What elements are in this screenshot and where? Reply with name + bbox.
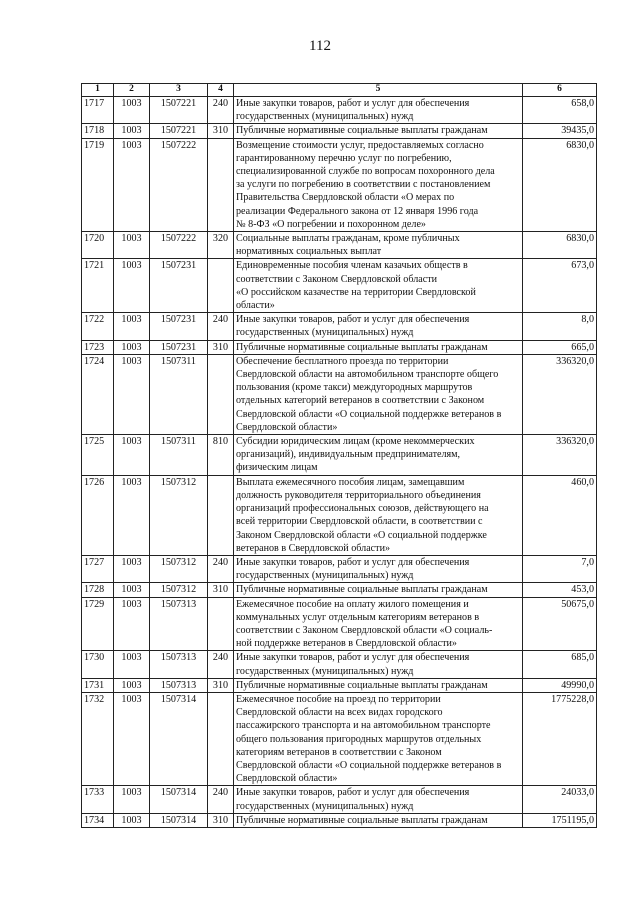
expense-type-cell xyxy=(208,354,234,434)
expense-type-cell: 240 xyxy=(208,97,234,124)
target-article-cell: 1507311 xyxy=(150,354,208,434)
table-row xyxy=(82,678,597,692)
amount-cell: 658,0 xyxy=(523,97,597,124)
section-code-cell: 1003 xyxy=(114,813,150,827)
table-header-row xyxy=(82,84,597,97)
expense-type-cell: 240 xyxy=(208,651,234,678)
target-article-cell: 1507313 xyxy=(150,651,208,678)
section-code-cell: 1003 xyxy=(114,597,150,651)
section-code-cell: 1003 xyxy=(114,678,150,692)
row-number-cell: 1733 xyxy=(82,786,114,813)
section-code-cell: 1003 xyxy=(114,583,150,597)
target-article-cell: 1507231 xyxy=(150,259,208,313)
amount-cell: 1775228,0 xyxy=(523,692,597,785)
expense-type-cell: 810 xyxy=(208,435,234,476)
description-cell: Социальные выплаты гражданам, кроме публичных нормативных социальных выплат xyxy=(234,232,523,259)
amount-cell: 336320,0 xyxy=(523,435,597,476)
column-header: 1 xyxy=(82,84,114,97)
amount-cell: 49990,0 xyxy=(523,678,597,692)
description-cell: Иные закупки товаров, работ и услуг для обеспечения государственных (муниципальных) нужд xyxy=(234,786,523,813)
table-row xyxy=(82,138,597,231)
row-number-cell: 1718 xyxy=(82,124,114,138)
column-header: 3 xyxy=(150,84,208,97)
row-number-cell: 1724 xyxy=(82,354,114,434)
expense-type-cell: 240 xyxy=(208,555,234,582)
amount-cell: 336320,0 xyxy=(523,354,597,434)
section-code-cell: 1003 xyxy=(114,232,150,259)
page-number: 112 xyxy=(309,38,331,54)
expense-type-cell xyxy=(208,475,234,555)
amount-cell: 7,0 xyxy=(523,555,597,582)
section-code-cell: 1003 xyxy=(114,259,150,313)
amount-cell: 24033,0 xyxy=(523,786,597,813)
section-code-cell: 1003 xyxy=(114,692,150,785)
description-cell: Возмещение стоимости услуг, предоставляемых согласно гарантированному перечню услуг по погребению, специализированной службе по вопросам похоронного дела за услуги по погребению в соответствии с постановлением Правительства Свердловской области «О мерах по реализации Федерального закона от 12 января 1996 года № 8-ФЗ «О погребении и похоронном деле» xyxy=(234,138,523,231)
table-row xyxy=(82,97,597,124)
expense-type-cell: 320 xyxy=(208,232,234,259)
table-row xyxy=(82,692,597,785)
row-number-cell: 1727 xyxy=(82,555,114,582)
table-row xyxy=(82,340,597,354)
table-row xyxy=(82,259,597,313)
target-article-cell: 1507314 xyxy=(150,786,208,813)
target-article-cell: 1507314 xyxy=(150,813,208,827)
row-number-cell: 1726 xyxy=(82,475,114,555)
section-code-cell: 1003 xyxy=(114,435,150,476)
section-code-cell: 1003 xyxy=(114,786,150,813)
description-cell: Публичные нормативные социальные выплаты гражданам xyxy=(234,124,523,138)
target-article-cell: 1507222 xyxy=(150,138,208,231)
amount-cell: 50675,0 xyxy=(523,597,597,651)
table-row xyxy=(82,597,597,651)
row-number-cell: 1732 xyxy=(82,692,114,785)
row-number-cell: 1721 xyxy=(82,259,114,313)
description-cell: Иные закупки товаров, работ и услуг для обеспечения государственных (муниципальных) нужд xyxy=(234,651,523,678)
amount-cell: 6830,0 xyxy=(523,138,597,231)
column-header: 5 xyxy=(234,84,523,97)
table-row xyxy=(82,651,597,678)
table-row xyxy=(82,555,597,582)
row-number-cell: 1728 xyxy=(82,583,114,597)
target-article-cell: 1507231 xyxy=(150,340,208,354)
section-code-cell: 1003 xyxy=(114,475,150,555)
description-cell: Обеспечение бесплатного проезда по территории Свердловской области на автомобильном транспорте общего пользования (кроме такси) междугородных маршрутов отдельных категорий ветеранов в соответствии с Законом Свердловской области «О социальной поддержке ветеранов в Свердловской области» xyxy=(234,354,523,434)
section-code-cell: 1003 xyxy=(114,313,150,340)
description-cell: Единовременные пособия членам казачьих обществ в соответствии с Законом Свердловской области «О российском казачестве на территории Свердловской области» xyxy=(234,259,523,313)
description-cell: Ежемесячное пособие на проезд по территории Свердловской области на всех видах городского пассажирского транспорта и на автомобильном транспорте общего пользования пригородных маршрутов отдельных категориям ветеранов в соответствии с Законом Свердловской области «О социальной поддержке ветеранов в Свердловской области» xyxy=(234,692,523,785)
amount-cell: 665,0 xyxy=(523,340,597,354)
section-code-cell: 1003 xyxy=(114,138,150,231)
expense-type-cell: 310 xyxy=(208,678,234,692)
expense-type-cell: 310 xyxy=(208,583,234,597)
section-code-cell: 1003 xyxy=(114,651,150,678)
table-row xyxy=(82,475,597,555)
amount-cell: 673,0 xyxy=(523,259,597,313)
table-row xyxy=(82,435,597,476)
row-number-cell: 1723 xyxy=(82,340,114,354)
table-row xyxy=(82,813,597,827)
row-number-cell: 1730 xyxy=(82,651,114,678)
row-number-cell: 1725 xyxy=(82,435,114,476)
table-row xyxy=(82,124,597,138)
expense-type-cell xyxy=(208,597,234,651)
expense-type-cell xyxy=(208,138,234,231)
section-code-cell: 1003 xyxy=(114,555,150,582)
target-article-cell: 1507312 xyxy=(150,555,208,582)
amount-cell: 453,0 xyxy=(523,583,597,597)
expense-type-cell xyxy=(208,692,234,785)
description-cell: Иные закупки товаров, работ и услуг для обеспечения государственных (муниципальных) нужд xyxy=(234,313,523,340)
description-cell: Иные закупки товаров, работ и услуг для обеспечения государственных (муниципальных) нужд xyxy=(234,555,523,582)
amount-cell: 39435,0 xyxy=(523,124,597,138)
row-number-cell: 1731 xyxy=(82,678,114,692)
section-code-cell: 1003 xyxy=(114,124,150,138)
column-header: 4 xyxy=(208,84,234,97)
description-cell: Публичные нормативные социальные выплаты гражданам xyxy=(234,813,523,827)
description-cell: Выплата ежемесячного пособия лицам, замещавшим должность руководителя территориального объединения организаций профессиональных союзов, действующего на всей территории Свердловской области, в соответствии с Законом Свердловской области «О социальной поддержке ветеранов в Свердловской области» xyxy=(234,475,523,555)
target-article-cell: 1507313 xyxy=(150,678,208,692)
row-number-cell: 1720 xyxy=(82,232,114,259)
table-row xyxy=(82,232,597,259)
column-header: 6 xyxy=(523,84,597,97)
row-number-cell: 1729 xyxy=(82,597,114,651)
description-cell: Публичные нормативные социальные выплаты гражданам xyxy=(234,340,523,354)
target-article-cell: 1507312 xyxy=(150,583,208,597)
expense-type-cell: 240 xyxy=(208,313,234,340)
amount-cell: 1751195,0 xyxy=(523,813,597,827)
table-body xyxy=(82,97,597,828)
column-header: 2 xyxy=(114,84,150,97)
target-article-cell: 1507311 xyxy=(150,435,208,476)
expense-type-cell: 310 xyxy=(208,124,234,138)
description-cell: Публичные нормативные социальные выплаты гражданам xyxy=(234,678,523,692)
expense-type-cell: 310 xyxy=(208,813,234,827)
target-article-cell: 1507314 xyxy=(150,692,208,785)
target-article-cell: 1507313 xyxy=(150,597,208,651)
target-article-cell: 1507231 xyxy=(150,313,208,340)
amount-cell: 6830,0 xyxy=(523,232,597,259)
section-code-cell: 1003 xyxy=(114,340,150,354)
budget-table xyxy=(81,83,597,828)
section-code-cell: 1003 xyxy=(114,97,150,124)
amount-cell: 685,0 xyxy=(523,651,597,678)
description-cell: Иные закупки товаров, работ и услуг для обеспечения государственных (муниципальных) нужд xyxy=(234,97,523,124)
expense-type-cell xyxy=(208,259,234,313)
target-article-cell: 1507222 xyxy=(150,232,208,259)
description-cell: Публичные нормативные социальные выплаты гражданам xyxy=(234,583,523,597)
table-row xyxy=(82,354,597,434)
table-row xyxy=(82,583,597,597)
table-row xyxy=(82,786,597,813)
section-code-cell: 1003 xyxy=(114,354,150,434)
expense-type-cell: 240 xyxy=(208,786,234,813)
row-number-cell: 1722 xyxy=(82,313,114,340)
table-row xyxy=(82,313,597,340)
row-number-cell: 1719 xyxy=(82,138,114,231)
row-number-cell: 1717 xyxy=(82,97,114,124)
target-article-cell: 1507221 xyxy=(150,97,208,124)
expense-type-cell: 310 xyxy=(208,340,234,354)
amount-cell: 460,0 xyxy=(523,475,597,555)
description-cell: Субсидии юридическим лицам (кроме некоммерческих организаций), индивидуальным предпринимателям, физическим лицам xyxy=(234,435,523,476)
target-article-cell: 1507312 xyxy=(150,475,208,555)
amount-cell: 8,0 xyxy=(523,313,597,340)
description-cell: Ежемесячное пособие на оплату жилого помещения и коммунальных услуг отдельным категориям ветеранов в соответствии с Законом Свердловской области «О социаль- ной поддержке ветеранов в Свердловской области» xyxy=(234,597,523,651)
target-article-cell: 1507221 xyxy=(150,124,208,138)
row-number-cell: 1734 xyxy=(82,813,114,827)
